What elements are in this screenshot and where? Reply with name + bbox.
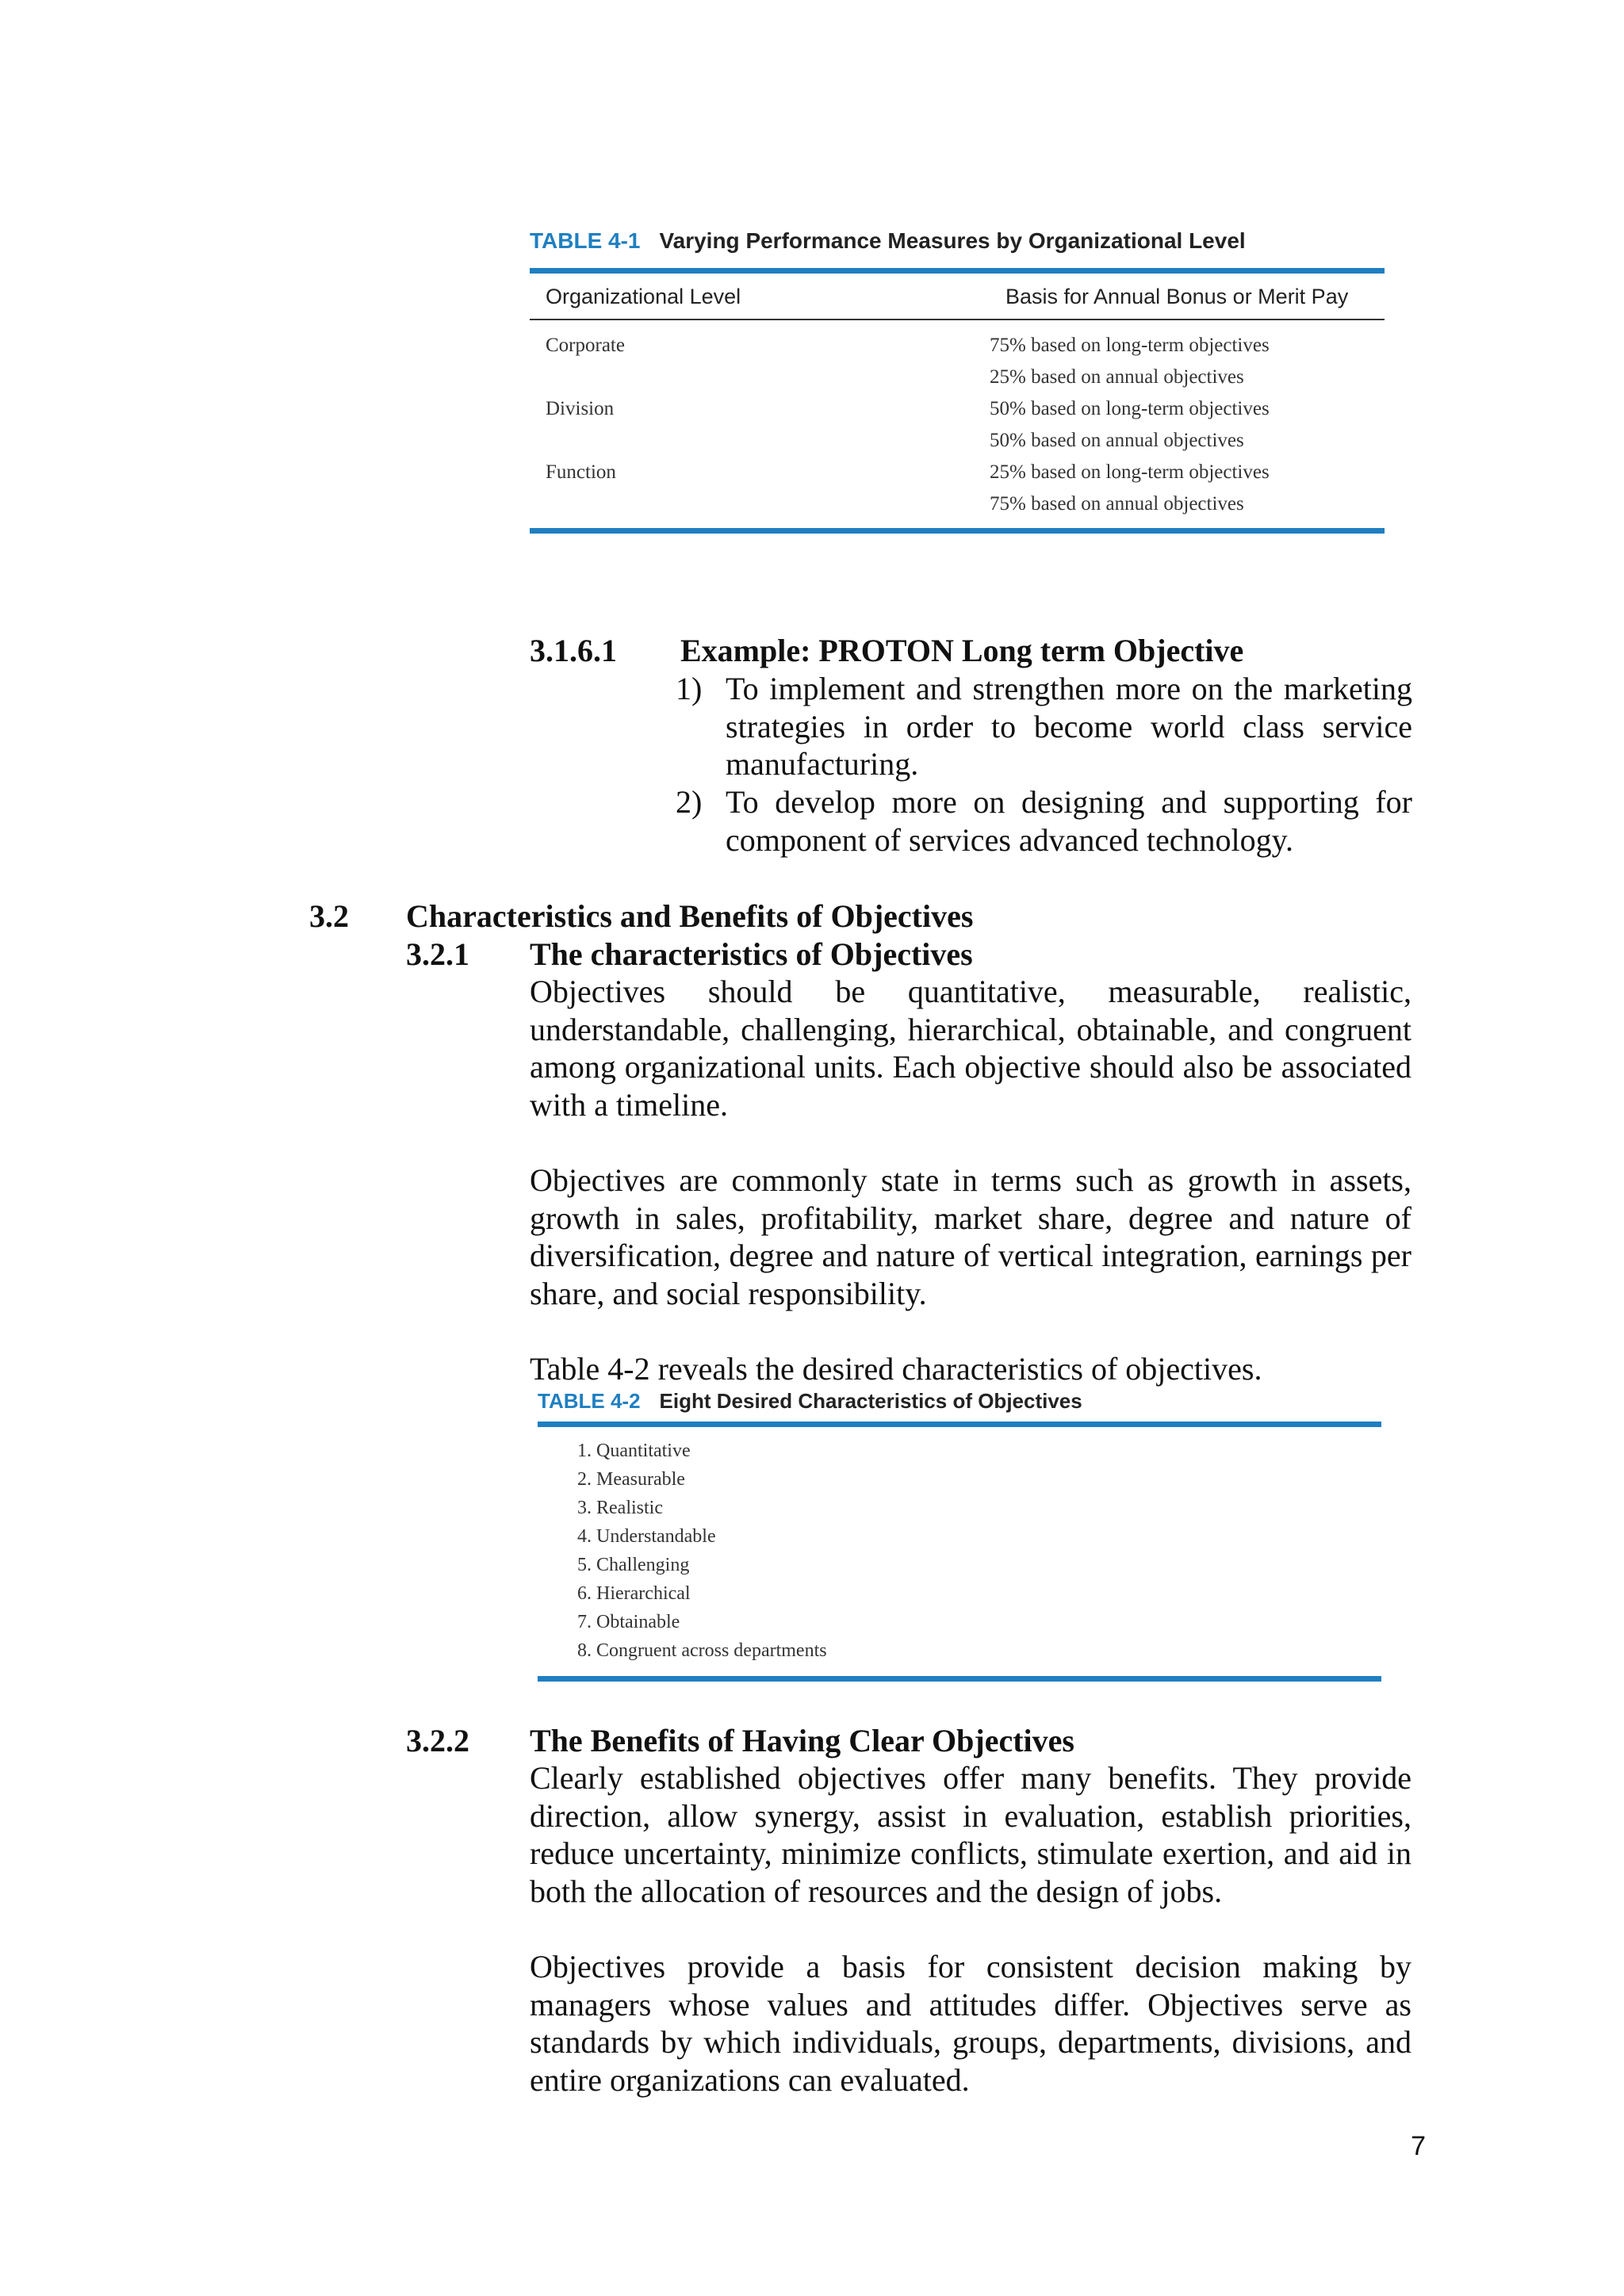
section-3-2-2-title: The Benefits of Having Clear Objectives [530,1723,1074,1758]
table-row [530,457,1385,488]
table-cell-level: Corporate [546,335,625,356]
table-4-1-title: Varying Performance Measures by Organizational Level [659,228,1246,253]
table-cell-basis: 25% based on annual objectives [990,366,1244,388]
page-number: 7 [1411,2131,1426,2161]
table-cell-level [530,488,990,520]
table-4-2-list [538,1427,1381,1673]
table-cell-level [530,362,990,393]
table-row [530,488,1385,520]
table-4-1-top-rule [530,268,1385,274]
paragraph: Table 4-2 reveals the desired characteristics of objectives. [530,1351,1262,1387]
section-3-2-title: Characteristics and Benefits of Objectives [406,898,974,934]
paragraph: Clearly established objectives offer many benefits. They provide direction, allow synergy, assist in evaluation, establish priorities, reduce uncertainty, minimize conflicts, stimulate exertion, and aid in both the allocation of resources and the design of jobs. [530,1760,1411,1909]
example-item-2-text: To develop more on designing and supporting for component of services advanced technology. [726,784,1412,858]
table-4-1-bottom-rule [530,528,1385,534]
table-cell-basis: 50% based on annual objectives [990,430,1244,451]
table-cell-basis: 50% based on long-term objectives [990,398,1270,419]
table-cell-basis: 25% based on long-term objectives [990,461,1270,483]
list-item: 7. Obtainable [577,1612,680,1632]
table-4-2-title: Eight Desired Characteristics of Objectives [659,1389,1082,1413]
list-item: 5. Challenging [577,1555,690,1575]
paragraph: Objectives provide a basis for consistent decision making by managers whose values and attitudes differ. Objectives serve as standards by which individuals, groups, departments, divisions, and entire organizations can evaluated. [530,1949,1411,2098]
table-cell-basis: 75% based on long-term objectives [990,335,1270,356]
section-3-2-1-number: 3.2.1 [406,936,469,972]
table-cell-basis: 75% based on annual objectives [990,493,1244,515]
list-item: 8. Congruent across departments [577,1640,827,1661]
table-cell-level: Function [546,461,616,483]
table-4-1-body [530,320,1385,528]
table-row [530,425,1385,457]
table-4-2-label: TABLE 4-2 [538,1389,641,1413]
table-4-1-header-level: Organizational Level [546,285,741,308]
list-item: 6. Hierarchical [577,1583,691,1604]
example-item-2-marker: 2) [676,784,703,820]
list-item: 1. Quantitative [577,1441,691,1461]
table-4-1-header-row [530,274,1385,320]
table-row [530,330,1385,362]
paragraph: Objectives should be quantitative, measurable, realistic, understandable, challenging, hierarchical, obtainable, and congruent among organizational units. Each objective should also be associated with a timeline. [530,974,1411,1123]
section-3-2-1-title: The characteristics of Objectives [530,936,973,972]
table-row [530,393,1385,425]
example-heading: Example: PROTON Long term Objective [680,633,1244,668]
example-item-1-text: To implement and strengthen more on the marketing strategies in order to become world class service manufacturing. [726,671,1412,782]
list-item: 2. Measurable [577,1469,685,1490]
table-4-1 [530,228,1385,534]
paragraph: Objectives are commonly state in terms such as growth in assets, growth in sales, profitability, market share, degree and nature of diversification, degree and nature of vertical integration, earnings per share, and social responsibility. [530,1162,1411,1311]
table-row [530,362,1385,393]
table-4-1-caption [530,228,1385,254]
section-3-2-2-number: 3.2.2 [406,1723,469,1758]
section-3-2-number: 3.2 [309,898,349,934]
table-4-2 [538,1389,1381,1682]
table-4-1-label: TABLE 4-1 [530,228,641,253]
table-4-2-top-rule [538,1422,1381,1427]
table-cell-level [530,425,990,457]
list-item: 3. Realistic [577,1498,663,1518]
example-number: 3.1.6.1 [530,633,617,668]
example-item-1-marker: 1) [676,671,703,706]
table-4-1-header-basis: Basis for Annual Bonus or Merit Pay [1005,285,1349,308]
table-4-2-bottom-rule [538,1676,1381,1682]
list-item: 4. Understandable [577,1526,716,1547]
table-cell-level: Division [546,398,615,419]
table-4-2-caption [538,1389,1381,1414]
